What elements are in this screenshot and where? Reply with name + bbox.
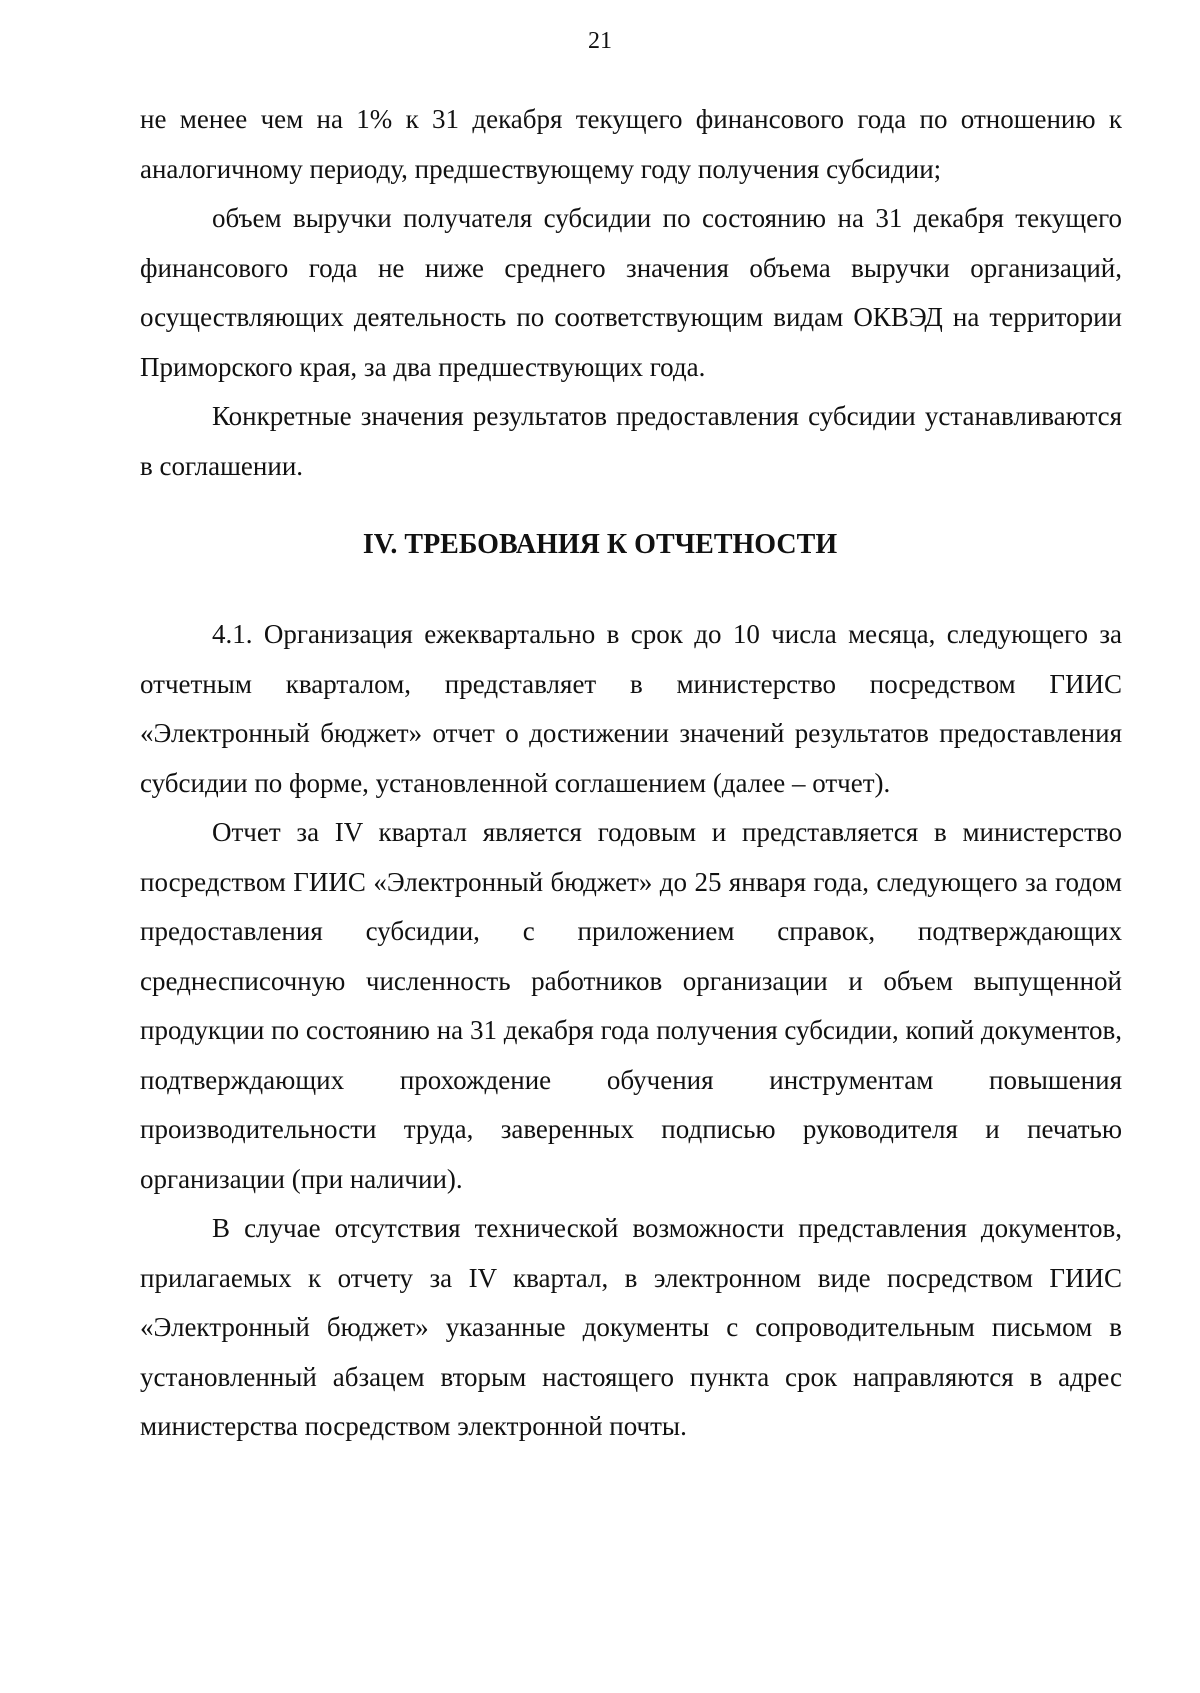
section-1-body xyxy=(140,95,1122,491)
paragraph-specific-values: Конкретные значения результатов предоставления субсидии устанавливаются в соглашении. xyxy=(140,401,1122,481)
section-2-body xyxy=(140,610,1122,1452)
paragraph-annual-report: Отчет за IV квартал является годовым и представляется в министерство посредством ГИИС «Электронный бюджет» до 25 января года, следующего за годом предоставления субсидии, с приложением справок, подтверждающих среднесписочную численность работников организации и объем выпущенной продукции по состоянию на 31 декабря года получения субсидии, копий документов, подтверждающих прохождение обучения инструментам повышения производительности труда, заверенных подписью руководителя и печатью организации (при наличии). xyxy=(140,817,1122,1194)
paragraph-revenue: объем выручки получателя субсидии по состоянию на 31 декабря текущего финансового года не ниже среднего значения объема выручки организаций, осуществляющих деятельность по соответствующим видам ОКВЭД на территории Приморского края, за два предшествующих года. xyxy=(140,203,1122,382)
page-number: 21 xyxy=(588,28,612,54)
paragraph-4-1: 4.1. Организация ежеквартально в срок до 10 числа месяца, следующего за отчетным кварталом, представляет в министерство посредством ГИИС «Электронный бюджет» отчет о достижении значений результатов предоставления субсидии по форме, установленной соглашением (далее – отчет). xyxy=(140,619,1122,798)
paragraph-no-technical-means: В случае отсутствия технической возможности представления документов, прилагаемых к отчету за IV квартал, в электронном виде посредством ГИИС «Электронный бюджет» указанные документы с сопроводительным письмом в установленный абзацем вторым настоящего пункта срок направляются в адрес министерства посредством электронной почты. xyxy=(140,1213,1122,1441)
paragraph-continuation: не менее чем на 1% к 31 декабря текущего финансового года по отношению к аналогичному периоду, предшествующему году получения субсидии; xyxy=(140,104,1122,184)
section-heading: IV. ТРЕБОВАНИЯ К ОТЧЕТНОСТИ xyxy=(362,529,838,560)
